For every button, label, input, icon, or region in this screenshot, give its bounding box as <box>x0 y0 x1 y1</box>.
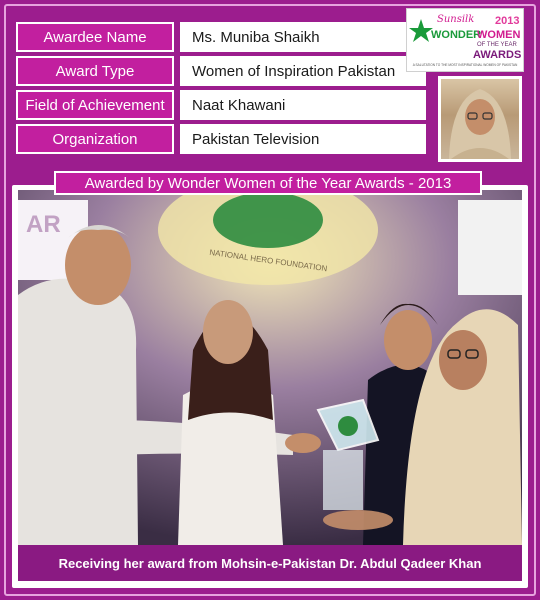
awardee-info-table <box>16 22 426 158</box>
bg-text-center: NATIONAL HERO FOUNDATION <box>208 247 328 274</box>
logo-line3: OF THE YEAR <box>477 42 517 48</box>
field-of-achievement-value: Naat Khawani <box>180 90 426 120</box>
awardee-portrait <box>438 76 522 162</box>
wonder-women-awards-logo <box>406 8 524 72</box>
info-row-name <box>16 22 426 52</box>
photo-caption: Receiving her award from Mohsin-e-Pakistan Dr. Abdul Qadeer Khan <box>18 545 522 581</box>
star-icon <box>409 19 433 42</box>
bg-text-left: AR <box>26 211 61 238</box>
organization-value: Pakistan Television <box>180 124 426 154</box>
organization-label: Organization <box>16 124 174 154</box>
award-ceremony-photo <box>18 190 522 545</box>
logo-line4: AWARDS <box>473 49 522 61</box>
awardee-name-value: Ms. Muniba Shaikh <box>180 22 426 52</box>
info-row-award-type <box>16 56 426 86</box>
awardee-name-label: Awardee Name <box>16 22 174 52</box>
info-row-field <box>16 90 426 120</box>
logo-tagline: A SALUTATION TO THE MOST INSPIRATIONAL WOMEN OF PAKISTAN <box>412 63 518 67</box>
logo-line1: WONDER <box>431 29 482 41</box>
info-row-organization <box>16 124 426 154</box>
awarded-by-banner: Awarded by Wonder Women of the Year Awards - 2013 <box>54 171 482 195</box>
logo-year: 2013 <box>495 15 520 27</box>
award-type-value: Women of Inspiration Pakistan <box>180 56 426 86</box>
award-type-label: Award Type <box>16 56 174 86</box>
field-of-achievement-label: Field of Achievement <box>16 90 174 120</box>
logo-line2: WOMEN <box>477 29 521 41</box>
logo-brand-script: Sunsilk <box>437 14 475 25</box>
